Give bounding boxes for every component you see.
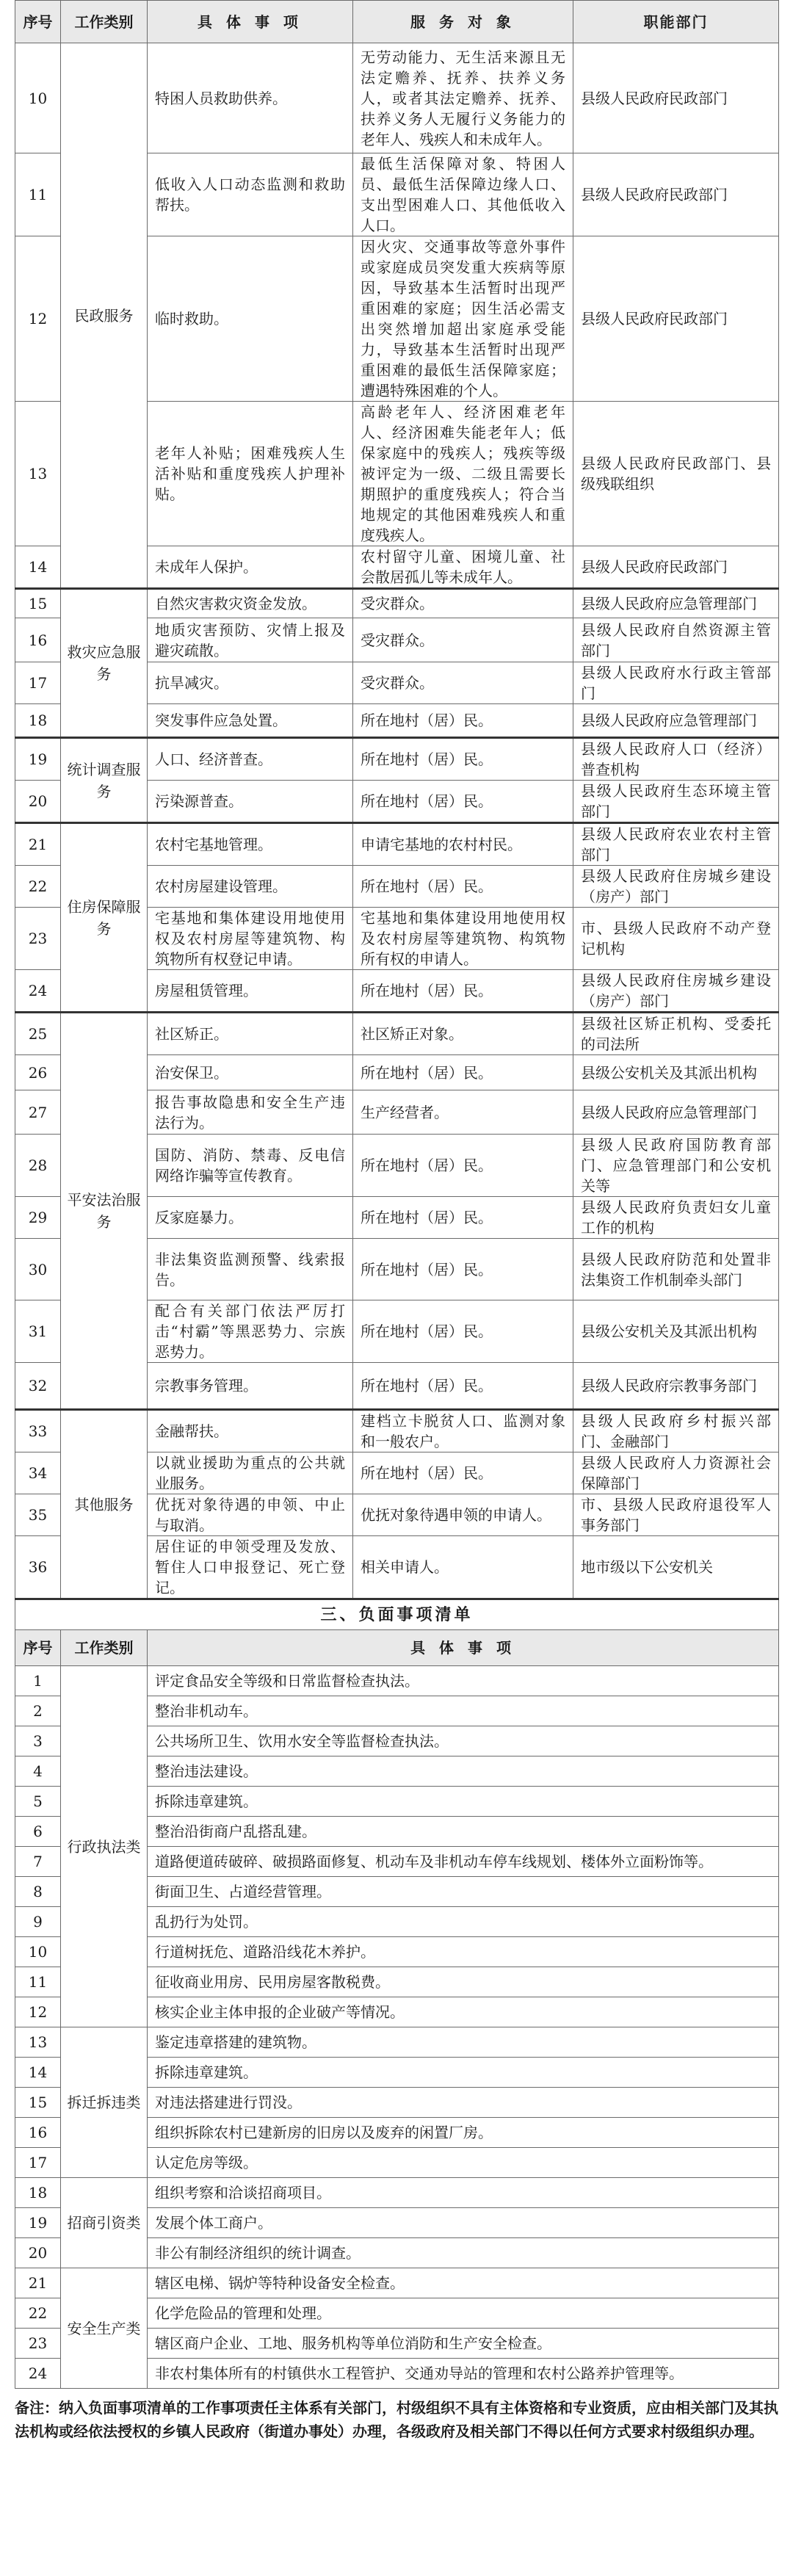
- footnote-label: 备注：: [15, 2399, 59, 2417]
- row-number: 36: [15, 1536, 61, 1599]
- category-cell: 民政服务: [61, 43, 148, 589]
- target-cell: 宅基地和集体建设用地使用权及农村房屋等建筑物、构筑物所有权的申请人。: [353, 908, 573, 970]
- header-dept: 职能部门: [573, 1, 779, 43]
- item-cell: 自然灾害救灾资金发放。: [148, 589, 353, 618]
- row-number: 21: [15, 823, 61, 866]
- negative-row-number: 7: [15, 1847, 61, 1877]
- dept-cell: 县级人民政府应急管理部门: [573, 1090, 779, 1135]
- target-cell: 生产经营者。: [353, 1090, 573, 1135]
- negative-item-cell: 街面卫生、占道经营管理。: [148, 1877, 779, 1907]
- target-cell: 所在地村（居）民。: [353, 1239, 573, 1300]
- category-cell: 统计调查服务: [61, 738, 148, 823]
- negative-section-title: 三、负面事项清单: [15, 1599, 779, 1630]
- positive-list-table: [15, 0, 779, 1599]
- item-cell: 优抚对象待遇的申领、中止与取消。: [148, 1494, 353, 1536]
- dept-cell: 县级人民政府农业农村主管部门: [573, 823, 779, 866]
- negative-table-row: [15, 2027, 779, 2058]
- negative-row-number: 10: [15, 1937, 61, 1967]
- row-number: 27: [15, 1090, 61, 1135]
- dept-cell: 县级人民政府住房城乡建设（房产）部门: [573, 970, 779, 1013]
- negative-table-row: [15, 1666, 779, 1696]
- table-row: [15, 1013, 779, 1055]
- target-cell: 所在地村（居）民。: [353, 704, 573, 738]
- row-number: 35: [15, 1494, 61, 1536]
- negative-row-number: 15: [15, 2088, 61, 2118]
- row-number: 22: [15, 866, 61, 908]
- table-row: [15, 589, 779, 618]
- row-number: 20: [15, 781, 61, 823]
- negative-item-cell: 整治违法建设。: [148, 1756, 779, 1787]
- dept-cell: 县级人民政府住房城乡建设（房产）部门: [573, 866, 779, 908]
- item-cell: 宗教事务管理。: [148, 1363, 353, 1410]
- document-page: [15, 0, 778, 2389]
- negative-item-cell: 非农村集体所有的村镇供水工程管护、交通劝导站的管理和农村公路养护管理等。: [148, 2359, 779, 2389]
- negative-header-category: 工作类别: [61, 1630, 148, 1666]
- negative-item-cell: 认定危房等级。: [148, 2148, 779, 2178]
- negative-category-cell: 安全生产类: [61, 2268, 148, 2389]
- dept-cell: 县级人民政府防范和处置非法集资工作机制牵头部门: [573, 1239, 779, 1300]
- footnote: [15, 2396, 778, 2443]
- item-cell: 临时救助。: [148, 236, 353, 402]
- category-cell: 平安法治服务: [61, 1013, 148, 1410]
- target-cell: 所在地村（居）民。: [353, 970, 573, 1013]
- row-number: 33: [15, 1410, 61, 1452]
- header-no: 序号: [15, 1, 61, 43]
- negative-row-number: 24: [15, 2359, 61, 2389]
- negative-table-row: [15, 2178, 779, 2208]
- item-cell: 非法集资监测预警、线索报告。: [148, 1239, 353, 1300]
- negative-row-number: 19: [15, 2208, 61, 2238]
- item-cell: 污染源普查。: [148, 781, 353, 823]
- negative-row-number: 21: [15, 2268, 61, 2298]
- negative-row-number: 9: [15, 1907, 61, 1937]
- category-cell: 救灾应急服务: [61, 589, 148, 738]
- target-cell: 所在地村（居）民。: [353, 1452, 573, 1494]
- dept-cell: 县级社区矫正机构、受委托的司法所: [573, 1013, 779, 1055]
- target-cell: 建档立卡脱贫人口、监测对象和一般农户。: [353, 1410, 573, 1452]
- dept-cell: 县级人民政府国防教育部门、应急管理部门和公安机关等: [573, 1135, 779, 1197]
- dept-cell: 县级公安机关及其派出机构: [573, 1055, 779, 1090]
- positive-list-body: [15, 43, 779, 1599]
- dept-cell: 县级人民政府应急管理部门: [573, 589, 779, 618]
- dept-cell: 县级人民政府民政部门: [573, 236, 779, 402]
- target-cell: 因火灾、交通事故等意外事件或家庭成员突发重大疾病等原因，导致基本生活暂时出现严重困难的家庭；因生活必需支出突然增加超出家庭承受能力，导致基本生活暂时出现严重困难的最低生活保障家庭；遭遇特殊困难的个人。: [353, 236, 573, 402]
- target-cell: 所在地村（居）民。: [353, 1197, 573, 1239]
- row-number: 28: [15, 1135, 61, 1197]
- negative-item-cell: 整治沿街商户乱搭乱建。: [148, 1817, 779, 1847]
- target-cell: 所在地村（居）民。: [353, 1363, 573, 1410]
- dept-cell: 县级人民政府负责妇女儿童工作的机构: [573, 1197, 779, 1239]
- row-number: 26: [15, 1055, 61, 1090]
- row-number: 15: [15, 589, 61, 618]
- negative-table-row: [15, 2268, 779, 2298]
- negative-item-cell: 整治非机动车。: [148, 1696, 779, 1726]
- item-cell: 突发事件应急处置。: [148, 704, 353, 738]
- negative-item-cell: 辖区电梯、锅炉等特种设备安全检查。: [148, 2268, 779, 2298]
- negative-item-cell: 公共场所卫生、饮用水安全等监督检查执法。: [148, 1726, 779, 1756]
- item-cell: 特困人员救助供养。: [148, 43, 353, 153]
- target-cell: 最低生活保障对象、特困人员、最低生活保障边缘人口、支出型困难人口、其他低收入人口。: [353, 153, 573, 236]
- row-number: 30: [15, 1239, 61, 1300]
- row-number: 10: [15, 43, 61, 153]
- row-number: 12: [15, 236, 61, 402]
- dept-cell: 县级公安机关及其派出机构: [573, 1300, 779, 1363]
- item-cell: 农村房屋建设管理。: [148, 866, 353, 908]
- table-row: [15, 1410, 779, 1452]
- negative-row-number: 18: [15, 2178, 61, 2208]
- negative-item-cell: 拆除违章建筑。: [148, 2058, 779, 2088]
- target-cell: 受灾群众。: [353, 589, 573, 618]
- negative-row-number: 20: [15, 2238, 61, 2268]
- negative-item-cell: 行道树抚危、道路沿线花木养护。: [148, 1937, 779, 1967]
- category-cell: 其他服务: [61, 1410, 148, 1599]
- row-number: 17: [15, 662, 61, 704]
- negative-header-no: 序号: [15, 1630, 61, 1666]
- negative-row-number: 12: [15, 1997, 61, 2027]
- negative-item-cell: 乱扔行为处罚。: [148, 1907, 779, 1937]
- dept-cell: 县级人民政府乡村振兴部门、金融部门: [573, 1410, 779, 1452]
- negative-row-number: 22: [15, 2298, 61, 2329]
- dept-cell: 县级人民政府水行政主管部门: [573, 662, 779, 704]
- dept-cell: 县级人民政府生态环境主管部门: [573, 781, 779, 823]
- target-cell: 所在地村（居）民。: [353, 738, 573, 781]
- item-cell: 未成年人保护。: [148, 546, 353, 589]
- negative-item-cell: 化学危险品的管理和处理。: [148, 2298, 779, 2329]
- target-cell: 无劳动能力、无生活来源且无法定赡养、抚养、扶养义务人，或者其法定赡养、抚养、扶养义务人无履行义务能力的老年人、残疾人和未成年人。: [353, 43, 573, 153]
- dept-cell: 县级人民政府民政部门: [573, 546, 779, 589]
- footnote-text: 纳入负面事项清单的工作事项责任主体系有关部门，村级组织不具有主体资格和专业资质，应由相关部门及其执法机构或经依法授权的乡镇人民政府（街道办事处）办理，各级政府及相关部门不得以任何方式要求村级组织办理。: [15, 2399, 778, 2440]
- negative-item-cell: 拆除违章建筑。: [148, 1787, 779, 1817]
- negative-list-body: [15, 1599, 779, 2389]
- dept-cell: 县级人民政府人力资源社会保障部门: [573, 1452, 779, 1494]
- negative-row-number: 16: [15, 2118, 61, 2148]
- header-category: 工作类别: [61, 1, 148, 43]
- item-cell: 老年人补贴；困难残疾人生活补贴和重度残疾人护理补贴。: [148, 402, 353, 546]
- target-cell: 申请宅基地的农村村民。: [353, 823, 573, 866]
- dept-cell: 县级人民政府宗教事务部门: [573, 1363, 779, 1410]
- target-cell: 所在地村（居）民。: [353, 1135, 573, 1197]
- negative-row-number: 6: [15, 1817, 61, 1847]
- negative-row-number: 23: [15, 2329, 61, 2359]
- row-number: 32: [15, 1363, 61, 1410]
- row-number: 18: [15, 704, 61, 738]
- item-cell: 配合有关部门依法严厉打击“村霸”等黑恶势力、宗族恶势力。: [148, 1300, 353, 1363]
- header-target: 服 务 对 象: [353, 1, 573, 43]
- row-number: 24: [15, 970, 61, 1013]
- target-cell: 受灾群众。: [353, 618, 573, 662]
- item-cell: 治安保卫。: [148, 1055, 353, 1090]
- row-number: 34: [15, 1452, 61, 1494]
- target-cell: 相关申请人。: [353, 1536, 573, 1599]
- negative-item-cell: 组织考察和洽谈招商项目。: [148, 2178, 779, 2208]
- target-cell: 高龄老年人、经济困难老年人、经济困难失能老年人；低保家庭中的残疾人；残疾等级被评定为一级、二级且需要长期照护的重度残疾人；符合当地规定的其他困难残疾人和重度残疾人。: [353, 402, 573, 546]
- row-number: 31: [15, 1300, 61, 1363]
- dept-cell: 县级人民政府民政部门: [573, 43, 779, 153]
- item-cell: 报告事故隐患和安全生产违法行为。: [148, 1090, 353, 1135]
- dept-cell: 县级人民政府自然资源主管部门: [573, 618, 779, 662]
- negative-row-number: 13: [15, 2027, 61, 2058]
- target-cell: 受灾群众。: [353, 662, 573, 704]
- row-number: 23: [15, 908, 61, 970]
- target-cell: 所在地村（居）民。: [353, 1300, 573, 1363]
- negative-item-cell: 辖区商户企业、工地、服务机构等单位消防和生产安全检查。: [148, 2329, 779, 2359]
- table-row: [15, 823, 779, 866]
- row-number: 13: [15, 402, 61, 546]
- negative-item-cell: 评定食品安全等级和日常监督检查执法。: [148, 1666, 779, 1696]
- dept-cell: 市、县级人民政府不动产登记机构: [573, 908, 779, 970]
- table-row: [15, 738, 779, 781]
- target-cell: 所在地村（居）民。: [353, 781, 573, 823]
- dept-cell: 县级人民政府人口（经济）普查机构: [573, 738, 779, 781]
- negative-list-table: [15, 1598, 779, 2389]
- row-number: 29: [15, 1197, 61, 1239]
- negative-category-cell: 行政执法类: [61, 1666, 148, 2027]
- negative-row-number: 4: [15, 1756, 61, 1787]
- negative-category-cell: 招商引资类: [61, 2178, 148, 2268]
- negative-row-number: 11: [15, 1967, 61, 1997]
- negative-item-cell: 非公有制经济组织的统计调查。: [148, 2238, 779, 2268]
- target-cell: 所在地村（居）民。: [353, 866, 573, 908]
- table-row: [15, 43, 779, 153]
- item-cell: 低收入人口动态监测和救助帮扶。: [148, 153, 353, 236]
- item-cell: 金融帮扶。: [148, 1410, 353, 1452]
- item-cell: 社区矫正。: [148, 1013, 353, 1055]
- table-header-row: [15, 1, 779, 43]
- item-cell: 以就业援助为重点的公共就业服务。: [148, 1452, 353, 1494]
- item-cell: 国防、消防、禁毒、反电信网络诈骗等宣传教育。: [148, 1135, 353, 1197]
- item-cell: 宅基地和集体建设用地使用权及农村房屋等建筑物、构筑物所有权登记申请。: [148, 908, 353, 970]
- row-number: 25: [15, 1013, 61, 1055]
- negative-row-number: 3: [15, 1726, 61, 1756]
- target-cell: 优抚对象待遇申领的申请人。: [353, 1494, 573, 1536]
- negative-category-cell: 拆迁拆违类: [61, 2027, 148, 2178]
- dept-cell: 市、县级人民政府退役军人事务部门: [573, 1494, 779, 1536]
- target-cell: 社区矫正对象。: [353, 1013, 573, 1055]
- category-cell: 住房保障服务: [61, 823, 148, 1013]
- header-item: 具 体 事 项: [148, 1, 353, 43]
- item-cell: 地质灾害预防、灾情上报及避灾疏散。: [148, 618, 353, 662]
- negative-item-cell: 征收商业用房、民用房屋客散税费。: [148, 1967, 779, 1997]
- negative-item-cell: 鉴定违章搭建的建筑物。: [148, 2027, 779, 2058]
- negative-row-number: 5: [15, 1787, 61, 1817]
- item-cell: 房屋租赁管理。: [148, 970, 353, 1013]
- dept-cell: 地市级以下公安机关: [573, 1536, 779, 1599]
- row-number: 11: [15, 153, 61, 236]
- negative-header-item: 具 体 事 项: [148, 1630, 779, 1666]
- item-cell: 抗旱减灾。: [148, 662, 353, 704]
- dept-cell: 县级人民政府应急管理部门: [573, 704, 779, 738]
- negative-item-cell: 核实企业主体申报的企业破产等情况。: [148, 1997, 779, 2027]
- negative-item-cell: 道路便道砖破碎、破损路面修复、机动车及非机动车停车线规划、楼体外立面粉饰等。: [148, 1847, 779, 1877]
- item-cell: 反家庭暴力。: [148, 1197, 353, 1239]
- negative-item-cell: 发展个体工商户。: [148, 2208, 779, 2238]
- item-cell: 居住证的申领受理及发放、暂住人口申报登记、死亡登记。: [148, 1536, 353, 1599]
- row-number: 19: [15, 738, 61, 781]
- negative-item-cell: 组织拆除农村已建新房的旧房以及废弃的闲置厂房。: [148, 2118, 779, 2148]
- dept-cell: 县级人民政府民政部门、县级残联组织: [573, 402, 779, 546]
- target-cell: 所在地村（居）民。: [353, 1055, 573, 1090]
- negative-header-row: [15, 1630, 779, 1666]
- item-cell: 农村宅基地管理。: [148, 823, 353, 866]
- negative-section-title-row: [15, 1599, 779, 1630]
- row-number: 16: [15, 618, 61, 662]
- negative-row-number: 8: [15, 1877, 61, 1907]
- negative-row-number: 2: [15, 1696, 61, 1726]
- negative-row-number: 17: [15, 2148, 61, 2178]
- negative-row-number: 1: [15, 1666, 61, 1696]
- row-number: 14: [15, 546, 61, 589]
- item-cell: 人口、经济普查。: [148, 738, 353, 781]
- negative-item-cell: 对违法搭建进行罚没。: [148, 2088, 779, 2118]
- dept-cell: 县级人民政府民政部门: [573, 153, 779, 236]
- target-cell: 农村留守儿童、困境儿童、社会散居孤儿等未成年人。: [353, 546, 573, 589]
- negative-row-number: 14: [15, 2058, 61, 2088]
